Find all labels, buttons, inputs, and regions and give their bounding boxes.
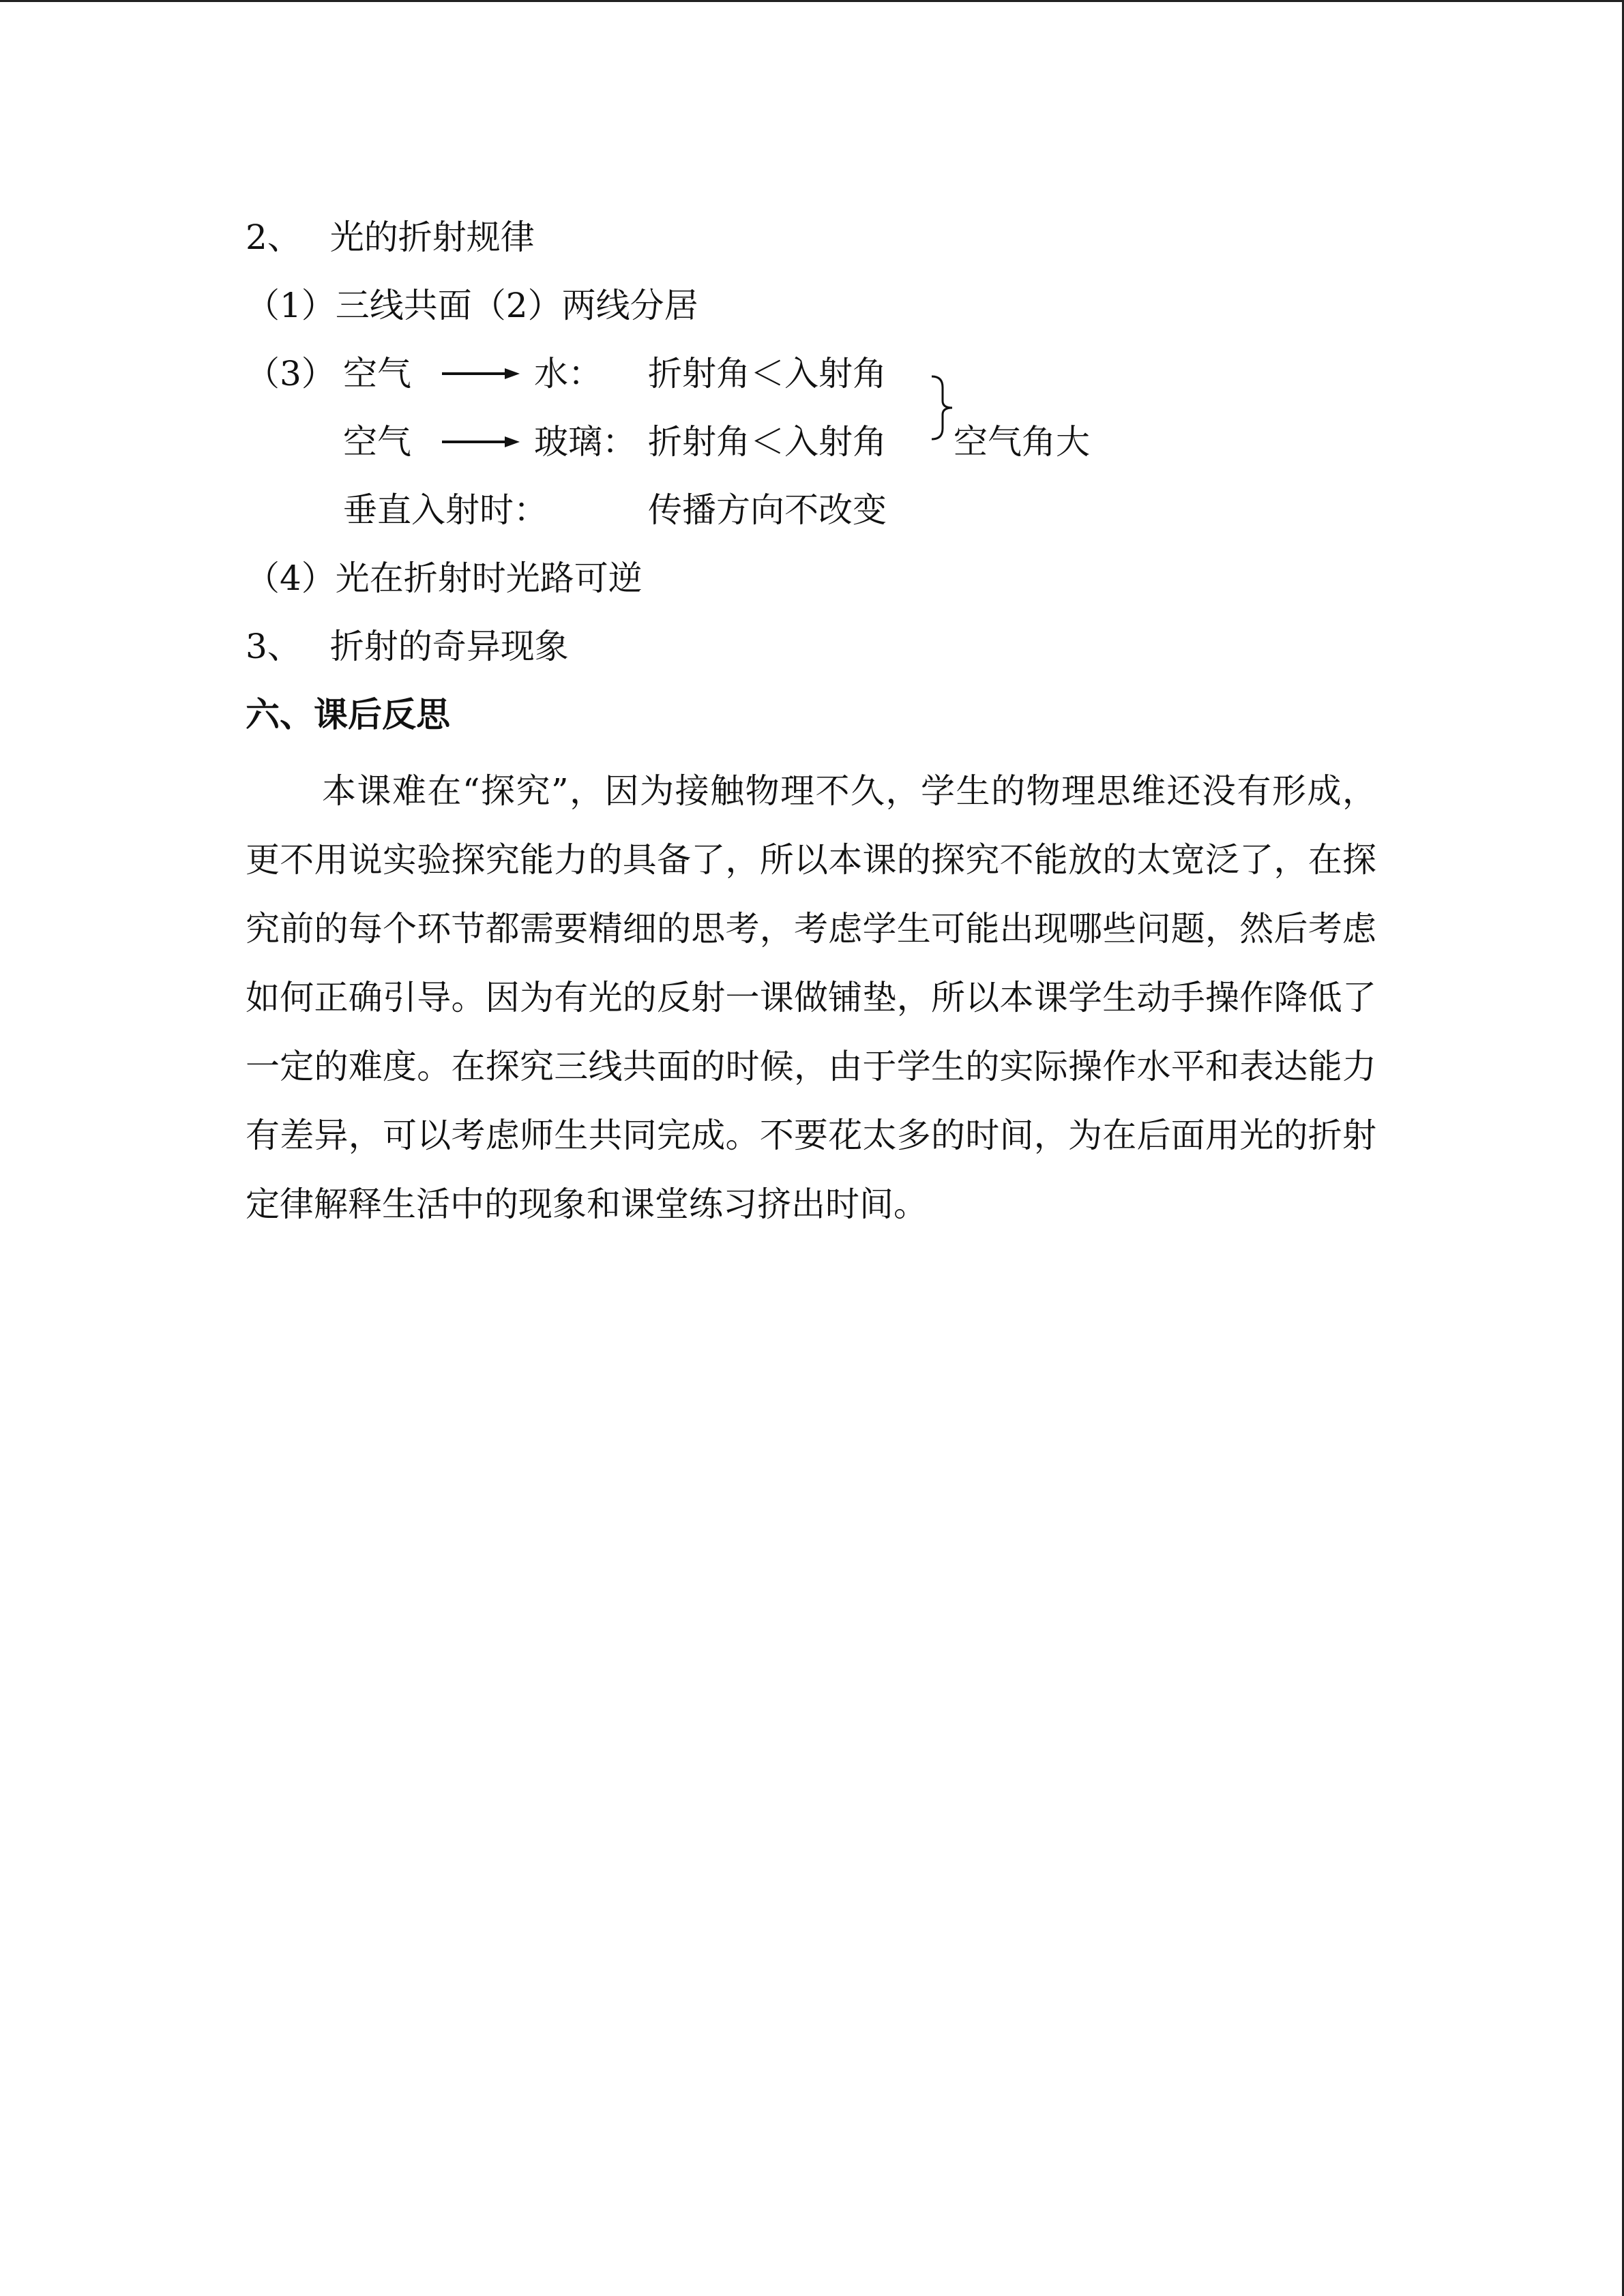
law-3-row2-to: 玻璃： — [534, 422, 636, 462]
law-3-row1-to: 水： — [534, 354, 602, 393]
law-3-row2-rule: 折射角＜入射角 — [648, 422, 887, 462]
law-3-row3-rule: 传播方向不改变 — [648, 490, 887, 530]
page-border-top — [0, 0, 1624, 2]
right-brace-icon — [929, 374, 956, 442]
list-item-2 — [246, 217, 535, 258]
list-number: 3、 — [246, 627, 301, 666]
law-1-2: （1）三线共面（2）两线分居 — [246, 286, 698, 325]
law-4: （4）光在折射时光路可逆 — [246, 558, 643, 598]
law-3-row2-from: 空气 — [343, 422, 411, 462]
law-3-prefix: （3） — [246, 354, 336, 393]
list-number: 2、 — [246, 218, 301, 257]
brace-label: 空气角大 — [954, 422, 1090, 462]
list-text: 折射的奇异现象 — [329, 627, 569, 666]
arrow-right-icon — [442, 367, 520, 381]
arrow-right-icon — [442, 435, 520, 449]
section-heading: 六、课后反思 — [246, 694, 450, 734]
law-3-row1-rule: 折射角＜入射角 — [648, 354, 887, 393]
law-3-row1-from: 空气 — [343, 354, 411, 393]
list-item-3 — [246, 626, 569, 667]
reflection-paragraph: 本课难在“探究”，因为接触物理不久，学生的物理思维还没有形成，更不用说实验探究能力的具备了，所以本课的探究不能放的太宽泛了，在探究前的每个环节都需要精细的思考，考虑学生可能出现哪些问题，然后考虑如何正确引导。因为有光的反射一课做铺垫，所以本课学生动手操作降低了一定的难度。在探究三线共面的时候，由于学生的实际操作水平和表达能力有差异，可以考虑师生共同完成。不要花太多的时间，为在后面用光的折射定律解释生活中的现象和课堂练习挤出时间。 — [246, 771, 1376, 1224]
list-text: 光的折射规律 — [329, 218, 535, 257]
law-3-row3-label: 垂直入射时： — [343, 490, 548, 530]
